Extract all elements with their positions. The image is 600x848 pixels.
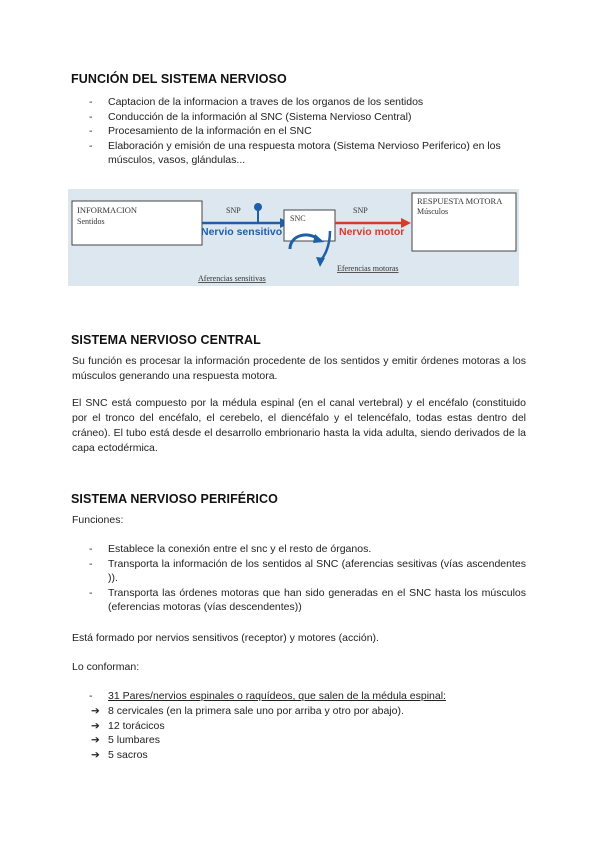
formado-text: Está formado por nervios sensitivos (receptor) y motores (acción). (72, 632, 379, 644)
list-item: - Establece la conexión entre el snc y el resto de órganos. (89, 543, 372, 555)
conforman-text: Lo conforman: (72, 661, 140, 673)
snp-right-label: SNP (353, 206, 368, 215)
resp-title: RESPUESTA MOTORA (417, 196, 503, 206)
pares-list (91, 704, 404, 762)
list-item: - Elaboración y emisión de una respuesta motora (Sistema Nervioso Periferico) en los músculos, vasos, glándulas... (89, 139, 501, 166)
list-item: ➔ 8 cervicales (en la primera sale uno por arriba y otro por abajo). (91, 705, 404, 717)
heading-central: SISTEMA NERVIOSO CENTRAL (71, 333, 261, 347)
receptor-knob (254, 203, 262, 211)
list-item: ➔ 12 torácicos (91, 719, 165, 732)
list-item: ➔ 5 lumbares (91, 734, 160, 746)
diagram-svg (68, 189, 519, 286)
list-item: - Procesamiento de la información en el SNC (89, 125, 312, 137)
central-para-2: El SNC está compuesto por la médula espinal (en el canal vertebral) y el encéfalo (constituido por el tronco del encéfalo, el cerebelo, el diencéfalo y el telencéfalo, todas estas dentro del cráneo). El tubo está desde el desarrollo embrionario hasta la vida adulta, siendo derivados de la capa ectodérmica. (72, 397, 526, 454)
resp-sub: Músculos (417, 207, 449, 216)
list-item: - Captacion de la informacion a traves de los organos de los sentidos (89, 96, 424, 108)
eferencias-label: Eferencias motoras (337, 264, 399, 273)
funcion-list (72, 95, 526, 168)
list-item: - 31 Pares/nervios espinales o raquídeos, que salen de la médula espinal: (89, 690, 446, 702)
nervio-motor-label: Nervio motor (339, 226, 405, 238)
pares-title-list (72, 689, 526, 704)
list-item: - Transporta las órdenes motoras que han sido generadas en el SNC hasta los músculos (eferencias motoras (vías descendentes)) (89, 586, 526, 613)
central-para-1: Su función es procesar la información procedente de los sentidos y emitir órdenes motoras a los músculos generando una respuesta motora. (72, 355, 526, 382)
list-item: - Conducción de la información al SNC (Sistema Nervioso Central) (89, 110, 412, 123)
snp-left-label: SNP (226, 206, 241, 215)
info-sub: Sentidos (77, 217, 105, 226)
aferencias-label: Aferencias sensitivas (198, 274, 266, 283)
curve-arrow-down-head (316, 257, 325, 267)
funciones-label: Funciones: (72, 514, 124, 526)
nervio-sensitivo-label: Nervio sensitivo (201, 226, 283, 238)
info-title: INFORMACION (77, 205, 137, 215)
snc-label: SNC (290, 214, 306, 223)
periferico-list (72, 542, 526, 615)
heading-periferico: SISTEMA NERVIOSO PERIFÉRICO (71, 492, 278, 506)
list-item: - Transporta la información de los sentidos al SNC (aferencias sesitivas (vías ascendentes )). (89, 557, 526, 584)
list-item: ➔ 5 sacros (91, 748, 148, 761)
heading-funcion: FUNCIÓN DEL SISTEMA NERVIOSO (71, 72, 287, 86)
nervous-system-diagram (68, 189, 519, 286)
